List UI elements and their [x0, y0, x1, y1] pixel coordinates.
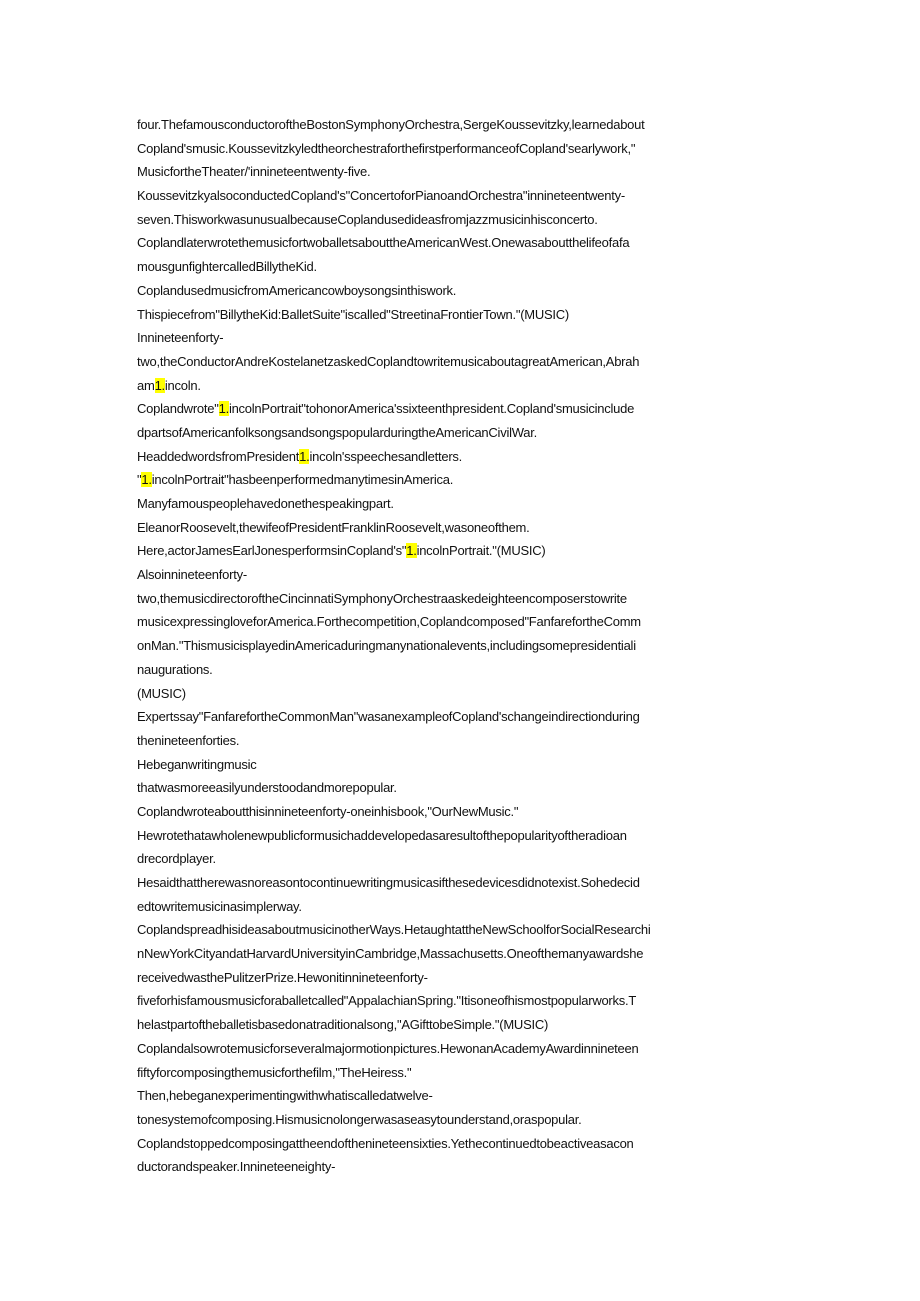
- text-segment: Here,actorJamesEarlJonesperformsinCopland's": [137, 543, 407, 559]
- text-line: [137, 326, 727, 350]
- text-segment: edtowritemusicinasimplerway.: [137, 898, 302, 914]
- text-line: [137, 1132, 727, 1156]
- text-line: [137, 776, 727, 800]
- text-line: [137, 966, 727, 990]
- text-segment: fiveforhisfamousmusicforaballetcalled"AppalachianSpring."Itisoneofhismostpopularworks.T: [137, 993, 637, 1009]
- text-segment: ": [137, 472, 142, 488]
- text-line: [137, 208, 727, 232]
- text-segment: onMan."ThismusicisplayedinAmericaduringmanynationalevents,includingsomepresidentiali: [137, 638, 636, 654]
- text-segment: Coplandstoppedcomposingattheendofthenineteensixties.Yethecontinuedtobeactiveasacon: [137, 1135, 634, 1151]
- text-line: [137, 800, 727, 824]
- text-segment: mousgunfightercalledBillytheKid.: [137, 259, 317, 275]
- text-segment: fiftyforcomposingthemusicforthefilm,"TheHeiress.": [137, 1064, 412, 1080]
- text-line: [137, 871, 727, 895]
- text-segment: Coplandwrote": [137, 401, 219, 417]
- text-line: [137, 421, 727, 445]
- text-segment: Hesaidthattherewasnoreasontocontinuewritingmusicasifthesedevicesdidnotexist.Sohedecid: [137, 875, 640, 890]
- text-line: [137, 255, 727, 279]
- text-segment: incolnPortrait"hasbeenperformedmanytimesinAmerica.: [151, 472, 454, 488]
- text-line: [137, 824, 727, 848]
- text-line: [137, 989, 727, 1013]
- text-segment: HeaddedwordsfromPresident: [137, 448, 300, 464]
- text-line: [137, 895, 727, 919]
- text-line: [137, 729, 727, 753]
- text-line: [137, 610, 727, 634]
- text-line: [137, 1013, 727, 1037]
- text-line: [137, 847, 727, 871]
- text-line: [137, 468, 727, 492]
- text-line: [137, 137, 727, 161]
- text-line: [137, 303, 727, 327]
- text-segment: two,themusicdirectoroftheCincinnatiSymphonyOrchestraaskedeighteencomposerstowrite: [137, 590, 627, 606]
- text-line: [137, 1061, 727, 1085]
- text-segment: Manyfamouspeoplehavedonethespeakingpart.: [137, 496, 394, 511]
- highlighted-text: 1.: [141, 472, 152, 488]
- text-segment: two,theConductorAndreKostelanetzaskedCoplandtowritemusicaboutagreatAmerican,Abrah: [137, 353, 640, 369]
- text-line: [137, 279, 727, 303]
- text-line: [137, 1155, 727, 1179]
- text-segment: nNewYorkCityandatHarvardUniversityinCambridge,Massachusetts.Oneofthemanyawardshe: [137, 946, 644, 962]
- text-segment: incolnPortrait"tohonorAmerica'ssixteenthpresident.Copland'smusicinclude: [228, 401, 635, 417]
- text-segment: MusicfortheTheater/'innineteentwenty-five.: [137, 164, 371, 180]
- text-segment: EleanorRoosevelt,thewifeofPresidentFranklinRoosevelt,wasoneofthem.: [137, 519, 530, 535]
- text-line: [137, 1037, 727, 1061]
- text-segment: Hebeganwritingmusic: [137, 756, 257, 772]
- text-line: [137, 397, 727, 421]
- text-segment: receivedwasthePulitzerPrize.Hewonitinnineteenforty-: [137, 969, 428, 985]
- text-line: [137, 184, 727, 208]
- text-line: [137, 918, 727, 942]
- text-segment: Coplandalsowrotemusicforseveralmajormotionpictures.HewonanAcademyAwardinnineteen: [137, 1040, 639, 1056]
- text-segment: helastpartoftheballetisbasedonatraditionalsong,"AGifttobeSimple."(MUSIC): [137, 1017, 549, 1033]
- text-line: [137, 1084, 727, 1108]
- text-segment: incoln.: [164, 377, 201, 393]
- text-segment: Thispiecefrom"BillytheKid:BalletSuite"iscalled"StreetinaFrontierTown."(MUSIC): [137, 306, 569, 322]
- text-segment: incoln'sspeechesandletters.: [309, 448, 463, 464]
- text-line: [137, 374, 727, 398]
- text-line: [137, 753, 727, 777]
- highlighted-text: 1.: [299, 448, 310, 464]
- highlighted-text: 1.: [218, 401, 229, 417]
- text-segment: Innineteenforty-: [137, 330, 224, 346]
- text-segment: thatwasmoreeasilyunderstoodandmorepopular.: [137, 780, 397, 796]
- text-segment: musicexpressingloveforAmerica.Forthecompetition,Coplandcomposed"FanfarefortheComm: [137, 614, 641, 630]
- text-segment: CoplandspreadhisideasaboutmusicinotherWays.HetaughtattheNewSchoolforSocialResearchi: [137, 922, 651, 938]
- text-segment: Coplandwroteaboutthisinnineteenforty-oneinhisbook,"OurNewMusic.": [137, 803, 519, 819]
- text-segment: Expertssay"FanfarefortheCommonMan"wasanexampleofCopland'schangeindirectionduring: [137, 709, 640, 725]
- text-segment: Then,hebeganexperimentingwithwhatiscalledatwelve-: [137, 1088, 433, 1104]
- text-segment: Copland'smusic.KoussevitzkyledtheorchestraforthefirstperformanceofCopland'searlywork,": [137, 140, 636, 156]
- body-text: [137, 113, 727, 1179]
- text-line: [137, 563, 727, 587]
- text-segment: dpartsofAmericanfolksongsandsongspopularduringtheAmericanCivilWar.: [137, 424, 537, 440]
- text-segment: four.ThefamousconductoroftheBostonSymphonyOrchestra,SergeKoussevitzky,learnedabout: [137, 117, 645, 132]
- text-segment: Hewrotethatawholenewpublicformusichaddevelopedasaresultofthepopularityoftheradioan: [137, 827, 627, 843]
- text-segment: KoussevitzkyalsoconductedCopland's"ConcertoforPianoandOrchestra"innineteentwenty-: [137, 188, 625, 204]
- text-segment: CoplandusedmusicfromAmericancowboysongsinthiswork.: [137, 282, 457, 298]
- text-line: [137, 682, 727, 706]
- text-line: [137, 1108, 727, 1132]
- text-segment: ductorandspeaker.Innineteeneighty-: [137, 1159, 336, 1175]
- text-segment: tonesystemofcomposing.Hismusicnolongerwasaseasytounderstand,oraspopular.: [137, 1111, 582, 1127]
- text-segment: incolnPortrait."(MUSIC): [416, 543, 546, 559]
- text-line: [137, 113, 727, 137]
- text-line: [137, 231, 727, 255]
- text-line: [137, 539, 727, 563]
- text-segment: drecordplayer.: [137, 851, 216, 867]
- text-segment: Alsoinnineteenforty-: [137, 567, 247, 583]
- text-line: [137, 587, 727, 611]
- text-segment: thenineteenforties.: [137, 732, 240, 748]
- text-line: [137, 492, 727, 516]
- text-line: [137, 942, 727, 966]
- text-line: [137, 634, 727, 658]
- text-line: [137, 445, 727, 469]
- text-line: [137, 350, 727, 374]
- highlighted-text: 1.: [154, 377, 165, 393]
- highlighted-text: 1.: [406, 543, 417, 559]
- text-segment: CoplandlaterwrotethemusicfortwoballetsabouttheAmericanWest.Onewasaboutthelifeofafa: [137, 235, 630, 251]
- text-segment: am: [137, 377, 155, 393]
- text-line: [137, 658, 727, 682]
- text-line: [137, 160, 727, 184]
- text-line: [137, 516, 727, 540]
- text-segment: naugurations.: [137, 661, 213, 677]
- text-segment: (MUSIC): [137, 685, 186, 701]
- text-segment: seven.ThisworkwasunusualbecauseCoplandusedideasfromjazzmusicinhisconcerto.: [137, 211, 598, 227]
- text-line: [137, 705, 727, 729]
